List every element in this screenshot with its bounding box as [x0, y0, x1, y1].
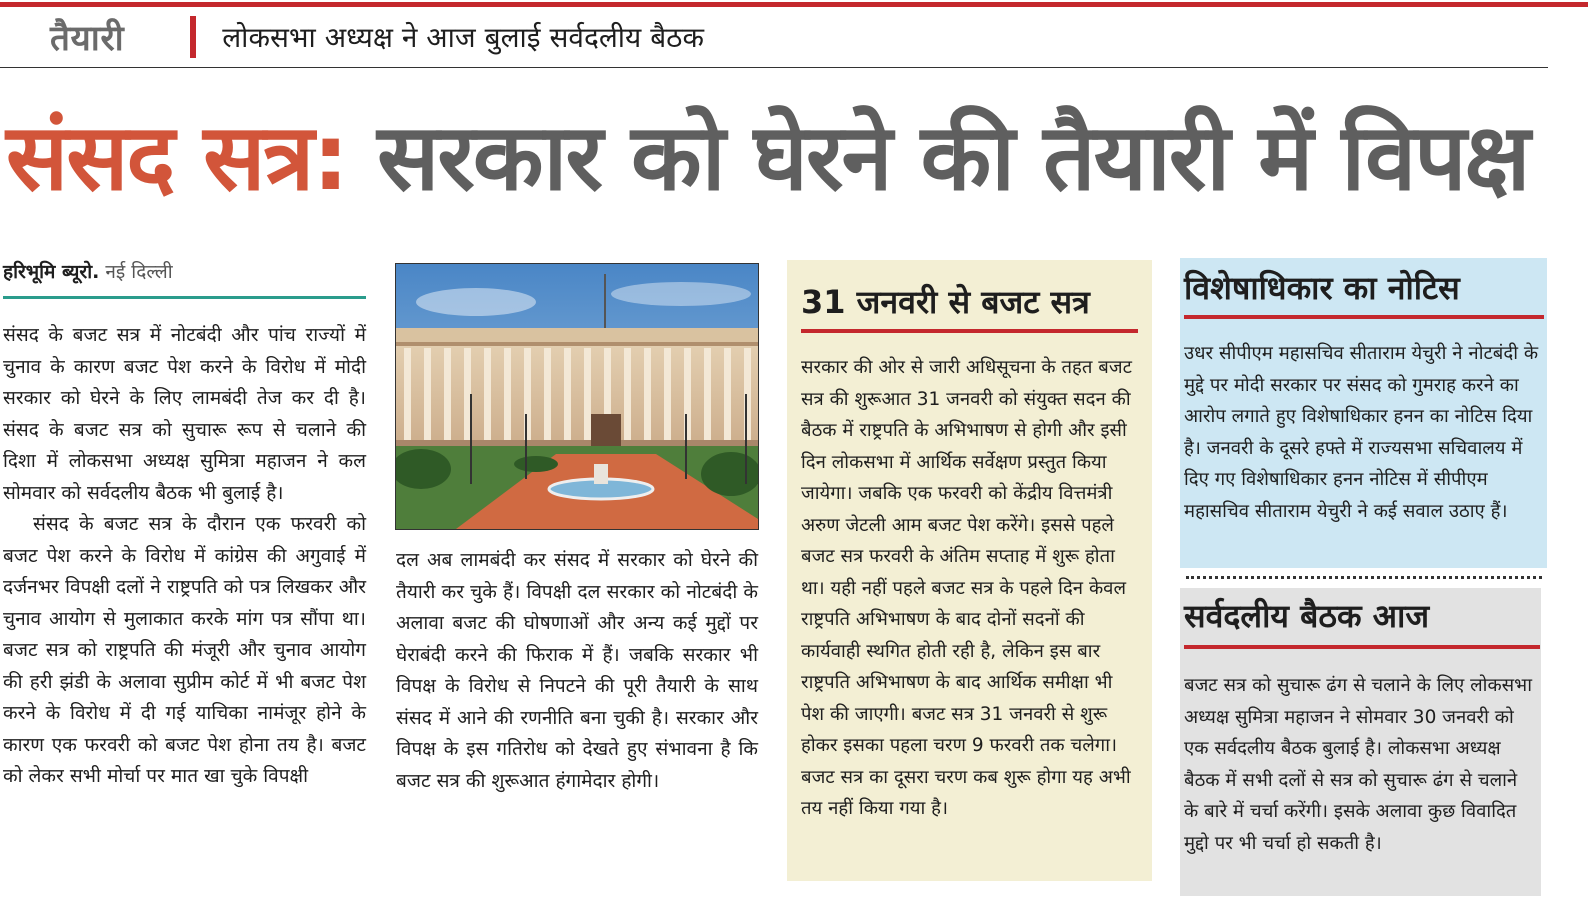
privilege-box-paragraph: उधर सीपीएम महासचिव सीताराम येचुरी ने नोटबंदी के मुद्दे पर मोदी सरकार पर संसद को गुमराह करने का आरोप लगाते हुए विशेषाधिकार हनन का नोटिस दिया है। जनवरी के दूसरे हफ्ते में राज्यसभा सचिवालय में दिए गए विशेषाधिकार हनन नोटिस में सीपीएम महासचिव सीताराम येचुरी ने कई सवाल उठाए हैं।: [1184, 343, 1539, 522]
budget-box-text: [801, 352, 1138, 825]
privilege-box-text: [1184, 338, 1542, 527]
byline-place: नई दिल्ली: [105, 261, 173, 283]
meeting-box-title: सर्वदलीय बैठक आज: [1184, 597, 1430, 635]
article-paragraph: संसद के बजट सत्र के दौरान एक फरवरी को बजट पेश करने के विरोध में कांग्रेस की अगुवाई में दर्जनभर विपक्षी दलों ने राष्ट्रपति को पत्र लिखकर और चुनाव आयोग से मुलाकात करके मांग पत्र सौंपा था। बजट सत्र को राष्ट्रपति की मंजूरी और चुनाव आयोग की हरी झंडी के अलावा सुप्रीम कोर्ट में भी बजट पेश करने के विरोध में दी गई याचिका नामंजूर होने के कारण एक फरवरी को बजट पेश होना तय है। बजट को लेकर सभी मोर्चा पर मात खा चुके विपक्षी: [3, 513, 366, 787]
header-rule: [0, 67, 1548, 68]
meeting-box-paragraph: बजट सत्र को सुचारू ढंग से चलाने के लिए लोकसभा अध्यक्ष सुमित्रा महाजन ने सोमवार 30 जनवरी को एक सर्वदलीय बैठक बुलाई है। लोकसभा अध्यक्ष बैठक में सभी दलों से सत्र को सुचारू ढंग से चलाने के बारे में चर्चा करेंगी। इसके अलावा कुछ विवादित मुद्दो पर भी चर्चा हो सकती है।: [1184, 675, 1532, 854]
budget-box-paragraph: सरकार की ओर से जारी अधिसूचना के तहत बजट सत्र की शुरूआत 31 जनवरी को संयुक्त सदन की बैठक में राष्ट्रपति के अभिभाषण से होगी और इसी दिन लोकसभा में आर्थिक सर्वेक्षण प्रस्तुत किया जायेगा। जबकि एक फरवरी को केंद्रीय वित्तमंत्री अरुण जेटली आम बजट पेश करेंगे। इससे पहले बजट सत्र फरवरी के अंतिम सप्ताह में शुरू होता था। यही नहीं पहले बजट सत्र के पहले दिन केवल राष्ट्रपति अभिभाषण के बाद दोनों सदनों की कार्यवाही स्थगित होती रही है, लेकिन इस बार राष्ट्रपति अभिभाषण के बाद आर्थिक समीक्षा भी पेश की जाएगी। बजट सत्र 31 जनवरी से शुरू होकर इसका पहला चरण 9 फरवरी तक चलेगा। बजट सत्र का दूसरा चरण कब शुरू होगा यह अभी तय नहीं किया गया है।: [801, 357, 1132, 819]
byline-rule: [3, 296, 366, 299]
article-column-2: [396, 545, 758, 797]
kicker-separator: [190, 16, 196, 58]
top-accent-bar: [0, 2, 1588, 7]
privilege-box-title: विशेषाधिकार का नोटिस: [1184, 269, 1460, 307]
all-party-meeting-box: [1180, 588, 1541, 896]
dotted-divider: [1186, 576, 1542, 579]
privilege-notice-box: [1180, 258, 1547, 568]
meeting-box-rule: [1184, 645, 1540, 649]
section-kicker: [50, 12, 704, 62]
meeting-box-text: [1184, 670, 1532, 859]
budget-box-rule: [801, 329, 1138, 333]
budget-box-title: 31 जनवरी से बजट सत्र: [801, 283, 1090, 321]
headline-part-2: सरकार को घेरने की तैयारी में विपक्ष: [377, 104, 1529, 211]
article-paragraph: दल अब लामबंदी कर संसद में सरकार को घेरने की तैयारी कर चुके हैं। विपक्षी दल सरकार को नोटबंदी के अलावा बजट की घोषणाओं और अन्य कई मुद्दों पर घेराबंदी करने की फिराक में हैं। जबकि सरकार भी विपक्ष के विरोध से निपटने की पूरी तैयारी के साथ संसद में आने की रणनीति बना चुकी है। सरकार और विपक्ष के इस गतिरोध को देखते हुए संभावना है कि बजट सत्र की शुरूआत हंगामेदार होगी।: [396, 549, 758, 792]
budget-session-box: [787, 260, 1152, 881]
article-column-1: [3, 320, 366, 793]
page-headline: [6, 88, 1551, 228]
byline-agency: हरिभूमि ब्यूरो.: [3, 261, 100, 283]
privilege-box-rule: [1184, 315, 1544, 319]
kicker-label: तैयारी: [50, 18, 125, 59]
headline-part-1: संसद सत्र:: [6, 104, 348, 211]
article-paragraph: संसद के बजट सत्र में नोटबंदी और पांच राज्यों में चुनाव के कारण बजट पेश करने के विरोध में मोदी सरकार को घेरने के लिए लामबंदी तेज कर दी है। संसद के बजट सत्र को सुचारू रूप से चलाने की दिशा में लोकसभा अध्यक्ष सुमित्रा महाजन ने कल सोमवार को सर्वदलीय बैठक भी बुलाई है।: [3, 324, 366, 504]
byline: [3, 258, 173, 284]
parliament-photo: [395, 263, 759, 530]
kicker-subheading: लोकसभा अध्यक्ष ने आज बुलाई सर्वदलीय बैठक: [222, 21, 704, 54]
